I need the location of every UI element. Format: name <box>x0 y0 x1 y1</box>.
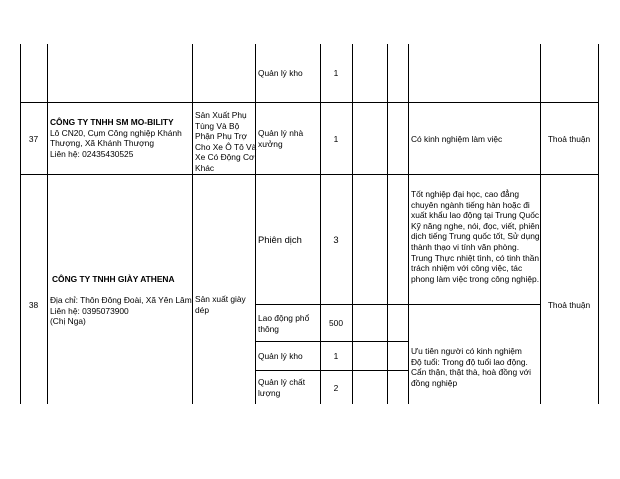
requirement: Ưu tiên người có kinh nghiệm Độ tuổi: Trong độ tuổi lao động. Cẩn thận, thật thà, hoà đồng với đồng nghiệp <box>411 346 532 388</box>
grid-line <box>255 44 256 404</box>
requirement: Tốt nghiệp đại học, cao đẳng chuyên ngành tiếng hàn hoặc đi xuất khẩu lao động tại Trung Quốc Kỹ năng nghe, nói, đọc, viết, phiên dịch tiếng Trung quốc tốt, Sử dụng thành thạo vi tính văn phòng. Trung Thực nhiệt tình, có tinh thần trách nhiệm với công việc, tác phong làm việc trong công nghiệp. <box>411 189 540 284</box>
grid-line <box>192 44 193 404</box>
grid-line <box>255 304 540 305</box>
grid-line <box>20 174 599 175</box>
position-title: Quản lý kho <box>258 67 303 78</box>
grid-line <box>540 44 541 404</box>
position-count: 1 <box>333 67 339 78</box>
position-title: Quản lý chất lượng <box>258 377 306 398</box>
grid-line <box>47 44 48 404</box>
industry: Sản Xuất Phụ Tùng Và Bộ Phận Phụ Trợ Cho Xe Ô Tô Và Xe Có Động Cơ Khác <box>195 110 257 173</box>
company-address-line: Lô CN20, Cụm Công nghiệp Khánh <box>50 127 182 138</box>
grid-line <box>598 44 599 404</box>
company-name: CÔNG TY TNHH SM MO-BILITY <box>50 117 174 127</box>
grid-line <box>408 44 409 404</box>
grid-line <box>20 102 599 103</box>
position-title: Lao động phổ thông <box>258 313 310 334</box>
company-contact: Liên hệ: 0395073900 <box>50 305 129 316</box>
row-number: 37 <box>28 133 39 144</box>
requirement: Có kinh nghiệm làm việc <box>411 133 503 144</box>
position-count: 500 <box>329 317 343 328</box>
company-info <box>50 117 182 159</box>
position-count: 1 <box>333 133 339 144</box>
salary: Thoả thuận <box>547 299 591 310</box>
row-number: 38 <box>28 299 39 310</box>
company-info <box>50 295 192 327</box>
position-count: 2 <box>333 382 339 393</box>
company-contact-person: (Chị Nga) <box>50 316 86 327</box>
grid-line <box>352 44 353 404</box>
grid-line <box>387 44 388 404</box>
position-count: 1 <box>333 350 339 361</box>
position-title: Quản lý kho <box>258 350 303 361</box>
company-address: Địa chỉ: Thôn Đông Đoài, Xã Yên Lâm <box>50 295 192 305</box>
grid-line <box>255 341 409 342</box>
salary: Thoả thuận <box>547 133 591 144</box>
company-address-line: Thượng, Xã Khánh Thượng <box>50 138 154 149</box>
position-title: Phiên dịch <box>258 233 302 245</box>
company-contact: Liên hệ: 02435430525 <box>50 148 134 159</box>
company-name: CÔNG TY TNHH GIÀY ATHENA <box>52 274 175 284</box>
grid-line <box>255 370 409 371</box>
position-count: 3 <box>333 233 339 245</box>
position-title: Quản lý nhà xưởng <box>258 128 304 149</box>
industry: Sản xuất giày dép <box>195 294 246 315</box>
grid-line <box>20 44 21 404</box>
